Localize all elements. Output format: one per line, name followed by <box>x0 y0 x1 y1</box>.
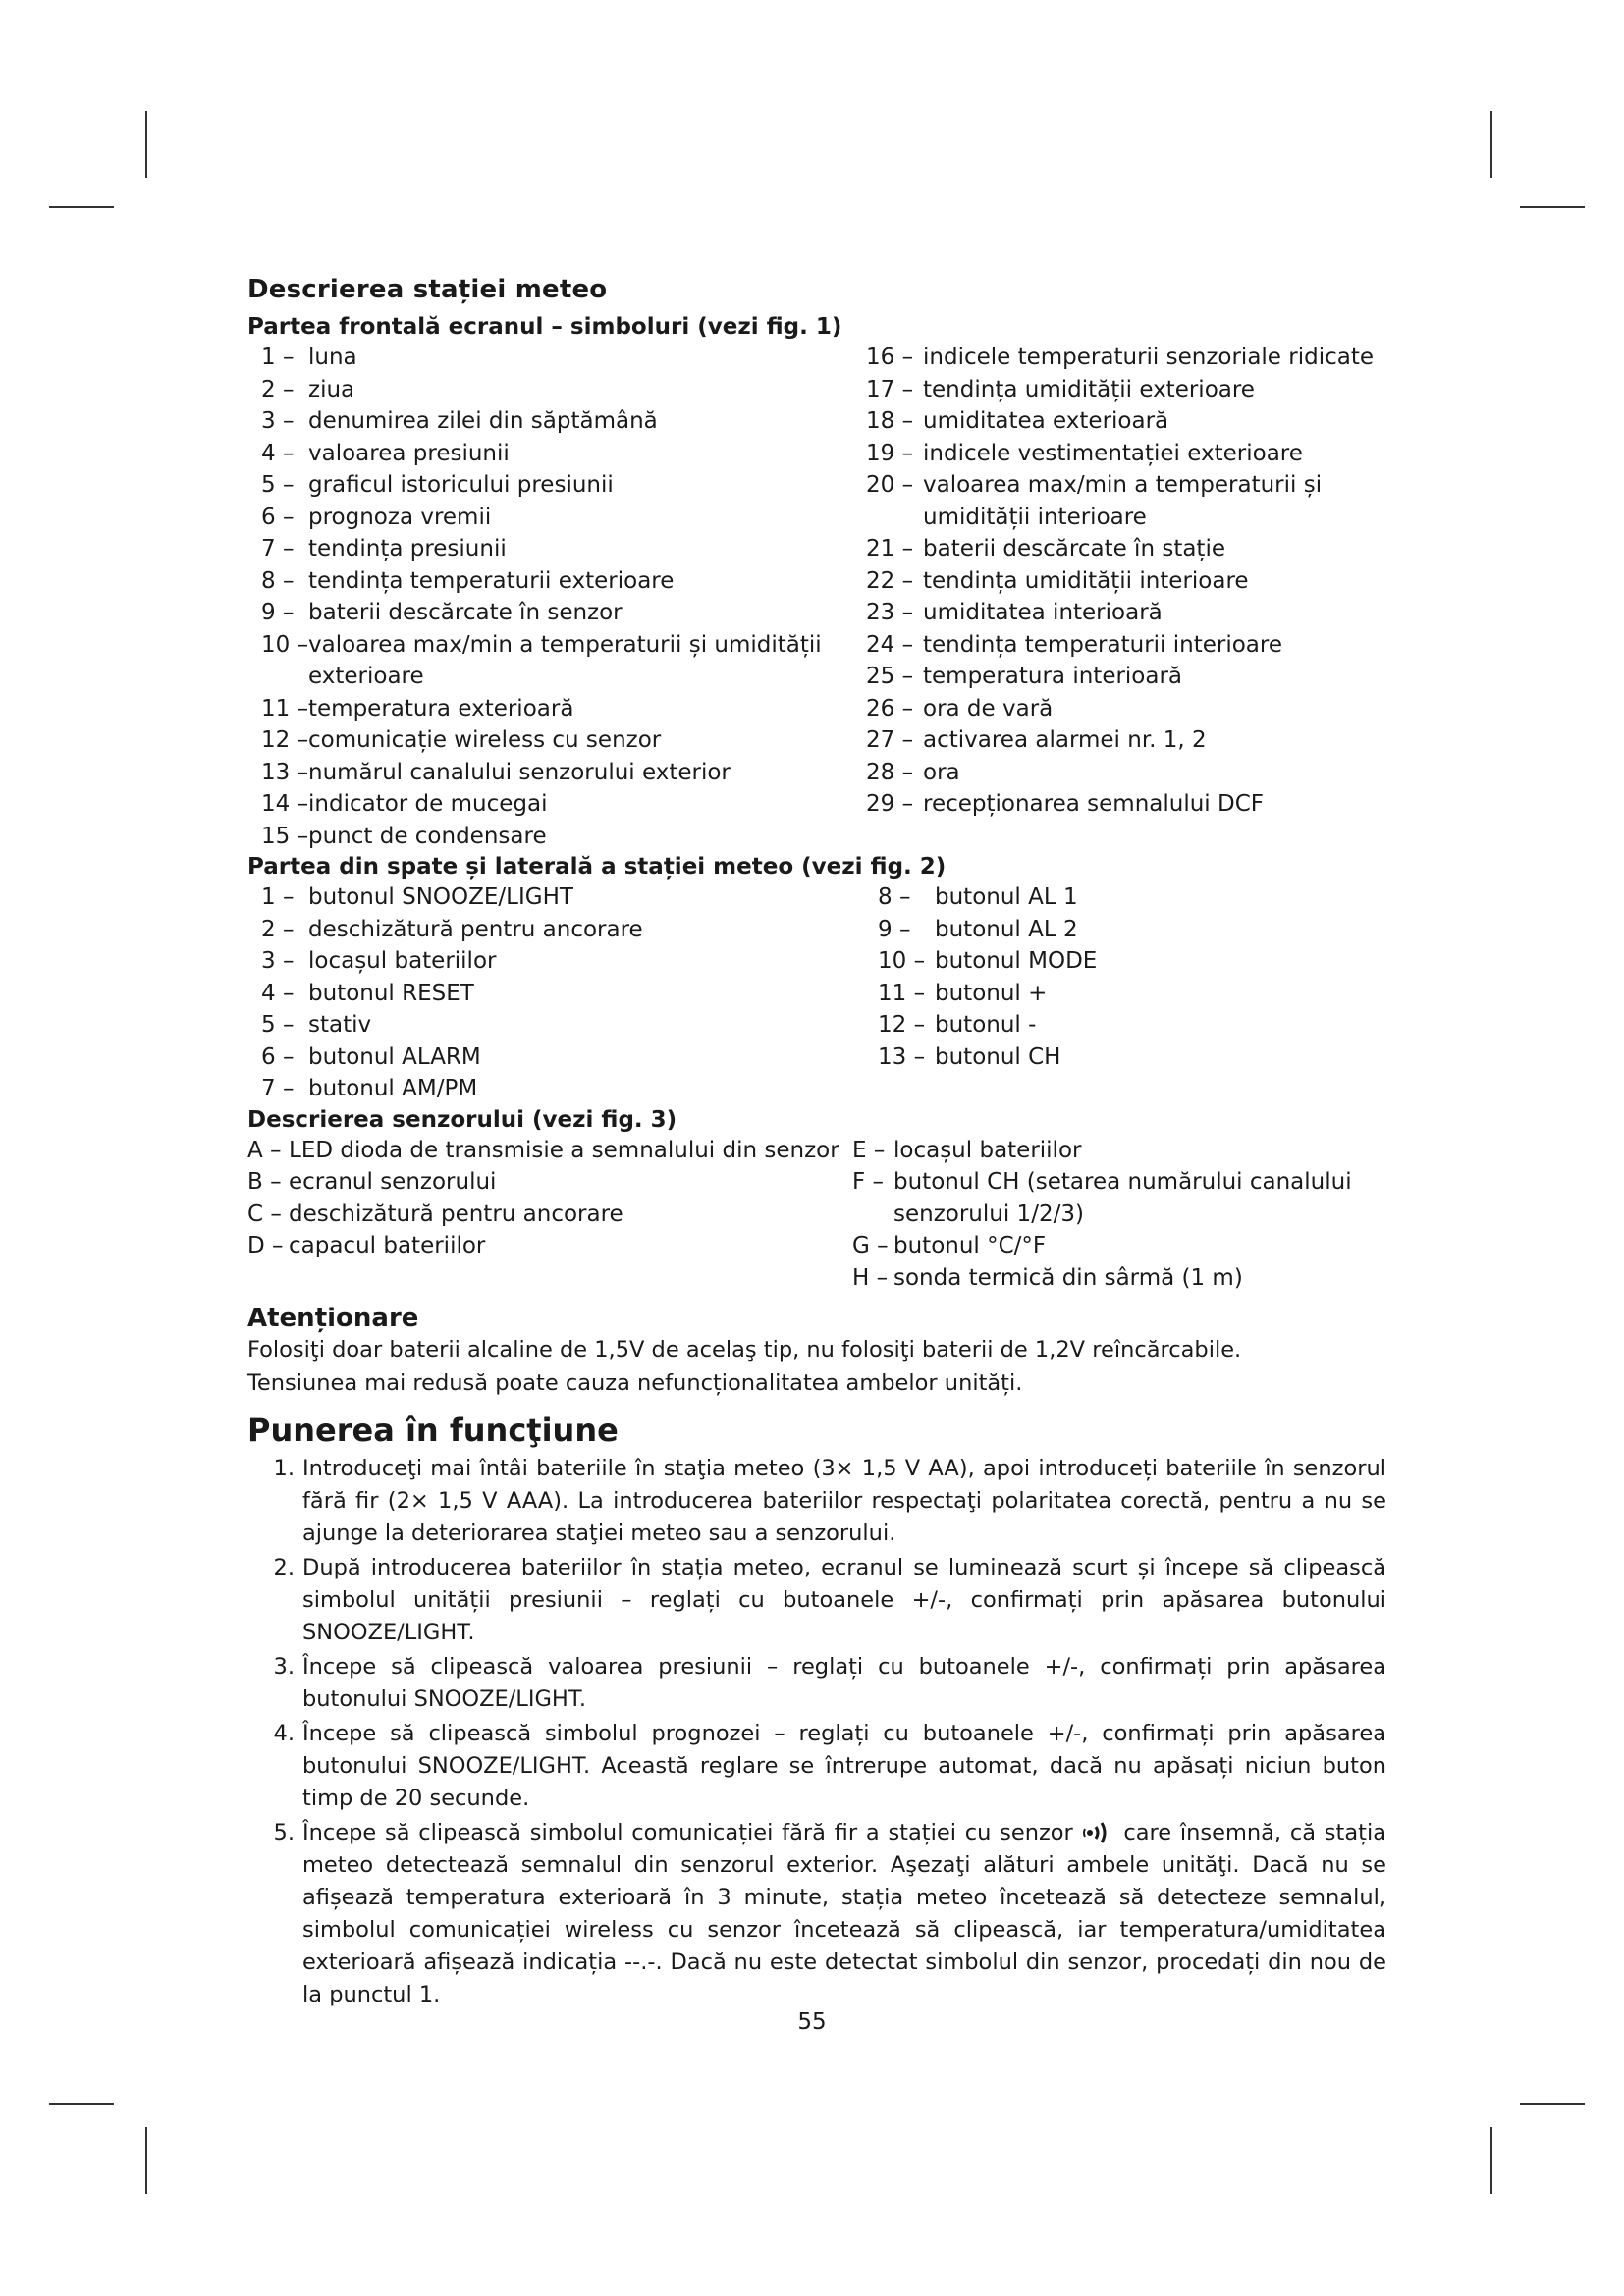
list-item-number: D – <box>247 1233 284 1258</box>
list-item-number: 6 – <box>261 1043 295 1070</box>
list-item-text: stativ <box>308 1012 372 1038</box>
list-item-text: punct de condensare <box>308 823 547 849</box>
list-item-number: 17 – <box>866 376 914 402</box>
list-item-number: E – <box>852 1137 886 1163</box>
attention-line-2: Tensiunea mai redusă poate cauza nefuncționalitatea ambelor unități. <box>247 1370 1023 1396</box>
step-5-text-after: care însemnă, că stația meteo detectează semnalul din senzorul exterior. Aşezaţi alături ambele unităţi. Dacă nu se afișează temperatura exterioară în 3 minute, stația meteo încetează să detecteze semnalul, simbolul comunicației wireless cu senzor încetează să clipească, iar temperatura/umiditatea exterioară afișează indicația --.-. Dacă nu este detectat simbolul din senzor, procedați din nou de la punctul 1. <box>302 1820 1386 2007</box>
list-item-number: 24 – <box>866 631 914 658</box>
list-item-number: B – <box>247 1169 282 1195</box>
list-item-text: deschizătură pentru ancorare <box>308 916 643 942</box>
list-item <box>852 1230 1390 1262</box>
list-item <box>866 661 1404 693</box>
list-item-number: 8 – <box>261 567 295 594</box>
list-item <box>878 914 1416 946</box>
crop-mark-bottom-right-vertical <box>1490 2127 1492 2194</box>
list-item <box>866 533 1404 565</box>
back-list-left <box>247 881 862 1105</box>
list-item <box>866 342 1404 374</box>
list-item <box>878 881 1416 914</box>
list-item <box>866 469 1404 533</box>
list-item-number: 5 – <box>261 1012 295 1038</box>
list-item-number: 21 – <box>866 536 914 561</box>
list-item-text: valoarea max/min a temperaturii și umidității exterioare <box>308 631 822 689</box>
step-number: 3. <box>273 1654 295 1680</box>
list-item-number: 9 – <box>878 916 911 942</box>
list-item-text: graficul istoricului presiunii <box>308 472 614 498</box>
list-item <box>878 945 1416 978</box>
list-item-number: 12 – <box>878 1012 926 1038</box>
list-item-number: 2 – <box>261 376 295 402</box>
list-item <box>866 724 1404 757</box>
list-item <box>261 693 862 725</box>
list-item-number: H – <box>852 1264 889 1291</box>
step-number: 1. <box>273 1456 295 1481</box>
list-item-text: denumirea zilei din săptămână <box>308 408 658 434</box>
list-item-text: recepționarea semnalului DCF <box>923 791 1264 817</box>
list-item <box>878 1009 1416 1041</box>
attention-line-1: Folosiţi doar baterii alcaline de 1,5V de acelaş tip, nu folosiţi baterii de 1,2V reîncărcabile. <box>247 1337 1242 1362</box>
sensor-list-left <box>247 1135 848 1295</box>
list-item-number: 20 – <box>866 472 914 498</box>
list-item-text: deschizătură pentru ancorare <box>289 1201 623 1227</box>
list-item-number: 22 – <box>866 567 914 594</box>
list-item-text: butonul + <box>935 980 1048 1006</box>
list-item-text: luna <box>308 345 357 370</box>
list-item <box>866 597 1404 629</box>
step-text: După introducerea bateriilor în stația meteo, ecranul se luminează scurt și începe să clipească simbolul unității presiunii – reglați cu butoanele +/-, confirmați prin apăsarea butonului SNOOZE/LIGHT. <box>302 1555 1386 1645</box>
list-item-number: 2 – <box>261 916 295 942</box>
crop-mark-bottom-right-horizontal <box>1520 2103 1585 2105</box>
list-item-number: 19 – <box>866 440 914 466</box>
back-list-right <box>862 881 1416 1105</box>
list-item-number: G – <box>852 1233 889 1258</box>
list-item <box>261 469 862 502</box>
list-item-text: butonul CH <box>935 1043 1061 1070</box>
list-item <box>247 1230 848 1262</box>
page-content <box>247 275 1386 2013</box>
list-item-number: 16 – <box>866 345 914 370</box>
list-item-number: 5 – <box>261 472 295 498</box>
list-item-number: 1 – <box>261 345 295 370</box>
list-item <box>866 693 1404 725</box>
list-item <box>878 1041 1416 1074</box>
list-item-number: 4 – <box>261 980 295 1006</box>
list-item-text: tendința umidității exterioare <box>923 376 1255 402</box>
list-item-text: butonul °C/°F <box>893 1233 1047 1258</box>
step-number: 4. <box>273 1721 295 1746</box>
step-5 <box>247 1817 1386 2011</box>
step-text: Începe să clipească valoarea presiunii – reglați cu butoanele +/-, confirmați prin apăsarea butonului SNOOZE/LIGHT. <box>302 1654 1386 1712</box>
step-4 <box>247 1718 1386 1815</box>
list-item-number: 29 – <box>866 791 914 817</box>
startup-title: Punerea în funcţiune <box>247 1412 619 1449</box>
list-item <box>261 374 862 406</box>
list-item-text: tendința presiunii <box>308 536 507 561</box>
list-item-text: butonul SNOOZE/LIGHT <box>308 884 573 910</box>
list-item-text: temperatura exterioară <box>308 695 574 721</box>
list-item-text: butonul CH (setarea numărului canalului senzorului 1/2/3) <box>893 1169 1352 1227</box>
list-item-text: numărul canalului senzorului exterior <box>308 759 731 785</box>
list-item <box>261 1073 862 1105</box>
list-item-number: 23 – <box>866 600 914 625</box>
list-item-text: ora de vară <box>923 695 1054 721</box>
back-button-list <box>247 881 1386 1105</box>
list-item-text: indicator de mucegai <box>308 791 548 817</box>
list-item <box>261 978 862 1010</box>
list-item-number: 7 – <box>261 1076 295 1101</box>
list-item-number: 13 – <box>261 759 309 785</box>
front-symbol-list <box>247 342 1386 852</box>
startup-steps <box>247 1453 1386 2011</box>
list-item-text: butonul AL 2 <box>935 916 1078 942</box>
step-text: Introduceţi mai întâi bateriile în staţia meteo (3× 1,5 V AA), apoi introduceți bateriile în senzorul fără fir (2× 1,5 V AAA). La introducerea bateriilor respectaţi polaritatea corectă, pentru a nu se ajunge la deteriorarea staţiei meteo sau a senzorului. <box>302 1456 1386 1546</box>
step-2 <box>247 1552 1386 1649</box>
list-item-text: baterii descărcate în stație <box>923 536 1225 561</box>
back-heading: Partea din spate și laterală a stației meteo (vezi fig. 2) <box>247 854 947 880</box>
list-item <box>261 342 862 374</box>
list-item <box>852 1262 1390 1295</box>
list-item-text: temperatura interioară <box>923 664 1183 689</box>
list-item <box>866 629 1404 662</box>
page-number: 55 <box>797 2009 827 2035</box>
list-item <box>852 1166 1390 1230</box>
list-item <box>866 757 1404 789</box>
sensor-list-right <box>848 1135 1390 1295</box>
list-item-text: tendința temperaturii interioare <box>923 631 1283 658</box>
list-item-text: butonul ALARM <box>308 1043 481 1070</box>
list-item-number: 8 – <box>878 884 911 910</box>
list-item <box>866 405 1404 438</box>
list-item-text: umiditatea interioară <box>923 600 1163 625</box>
step-3 <box>247 1651 1386 1716</box>
list-item <box>247 1166 848 1199</box>
list-item-text: ora <box>923 759 960 785</box>
list-item-number: 3 – <box>261 408 295 434</box>
crop-mark-top-left-vertical <box>145 111 147 178</box>
list-item <box>866 565 1404 598</box>
list-item <box>261 405 862 438</box>
step-1 <box>247 1453 1386 1550</box>
list-item <box>247 1199 848 1231</box>
list-item-number: 13 – <box>878 1043 926 1070</box>
list-item-number: 9 – <box>261 600 295 625</box>
list-item-number: 10 – <box>261 631 309 658</box>
list-item <box>261 757 862 789</box>
step-number: 5. <box>273 1820 295 1845</box>
list-item-number: 7 – <box>261 536 295 561</box>
section-title: Descrierea stației meteo <box>247 275 608 304</box>
step-5-text-before: Începe să clipească simbolul comunicației fără fir a stației cu senzor <box>302 1820 1073 1845</box>
list-item-text: butonul RESET <box>308 980 474 1006</box>
list-item <box>261 945 862 978</box>
list-item-number: 18 – <box>866 408 914 434</box>
list-item <box>261 881 862 914</box>
crop-mark-bottom-left-horizontal <box>49 2103 114 2105</box>
list-item-number: 27 – <box>866 727 914 753</box>
list-item-number: 14 – <box>261 791 309 817</box>
list-item <box>261 821 862 853</box>
list-item-text: butonul - <box>935 1012 1037 1038</box>
list-item <box>261 502 862 534</box>
list-item-number: 11 – <box>261 695 309 721</box>
attention-title: Atenționare <box>247 1304 419 1333</box>
step-text <box>300 1817 1386 2011</box>
list-item <box>247 1135 848 1167</box>
list-item-text: tendința temperaturii exterioare <box>308 567 675 594</box>
list-item-text: ecranul senzorului <box>289 1169 497 1195</box>
list-item-text: butonul AM/PM <box>308 1076 478 1101</box>
step-text: Începe să clipească simbolul prognozei – reglați cu butoanele +/-, confirmați prin apăsarea butonului SNOOZE/LIGHT. Această reglare se întrerupe automat, dacă nu apăsați niciun buton timp de 20 secunde. <box>302 1721 1386 1811</box>
list-item-number: F – <box>852 1169 885 1195</box>
list-item <box>261 1009 862 1041</box>
crop-mark-top-right-horizontal <box>1520 206 1585 208</box>
list-item <box>866 788 1404 821</box>
list-item <box>261 597 862 629</box>
front-list-right <box>862 342 1404 852</box>
list-item-text: butonul AL 1 <box>935 884 1078 910</box>
front-heading: Partea frontală ecranul – simboluri (vezi fig. 1) <box>247 314 842 340</box>
list-item <box>878 978 1416 1010</box>
list-item <box>866 374 1404 406</box>
list-item-number: 26 – <box>866 695 914 721</box>
list-item <box>261 914 862 946</box>
list-item-text: locașul bateriilor <box>308 948 497 974</box>
list-item-number: 3 – <box>261 948 295 974</box>
list-item <box>852 1135 1390 1167</box>
list-item-text: capacul bateriilor <box>289 1233 486 1258</box>
list-item-text: baterii descărcate în senzor <box>308 600 623 625</box>
list-item-text: ziua <box>308 376 355 402</box>
list-item-number: A – <box>247 1137 282 1163</box>
list-item <box>261 1041 862 1074</box>
list-item-text: locașul bateriilor <box>893 1137 1082 1163</box>
list-item-number: 4 – <box>261 440 295 466</box>
list-item-number: 15 – <box>261 823 309 849</box>
list-item-text: sonda termică din sârmă (1 m) <box>893 1264 1243 1291</box>
list-item <box>261 565 862 598</box>
crop-mark-top-right-vertical <box>1490 111 1492 178</box>
crop-mark-bottom-left-vertical <box>145 2127 147 2194</box>
list-item-number: 1 – <box>261 884 295 910</box>
list-item-number: 28 – <box>866 759 914 785</box>
list-item-number: 6 – <box>261 504 295 530</box>
list-item <box>866 438 1404 470</box>
wireless-signal-icon <box>1082 1817 1115 1849</box>
list-item-text: prognoza vremii <box>308 504 492 530</box>
list-item-text: indicele temperaturii senzoriale ridicate <box>923 345 1375 370</box>
list-item-text: comunicație wireless cu senzor <box>308 727 662 753</box>
list-item-text: butonul MODE <box>935 948 1098 974</box>
sensor-heading: Descrierea senzorului (vezi fig. 3) <box>247 1106 677 1133</box>
list-item-number: 25 – <box>866 664 914 689</box>
list-item <box>261 629 862 693</box>
list-item <box>261 724 862 757</box>
sensor-part-list <box>247 1135 1386 1295</box>
list-item-number: 12 – <box>261 727 309 753</box>
list-item-text: activarea alarmei nr. 1, 2 <box>923 727 1207 753</box>
list-item-text: tendința umidității interioare <box>923 567 1249 594</box>
list-item <box>261 533 862 565</box>
step-number: 2. <box>273 1555 295 1580</box>
list-item-text: valoarea max/min a temperaturii și umidității interioare <box>923 472 1323 530</box>
list-item-number: C – <box>247 1201 282 1227</box>
list-item-text: umiditatea exterioară <box>923 408 1169 434</box>
list-item-number: 10 – <box>878 948 926 974</box>
list-item-text: LED dioda de transmisie a semnalului din senzor <box>289 1137 839 1163</box>
list-item-text: indicele vestimentației exterioare <box>923 440 1303 466</box>
front-list-left <box>247 342 862 852</box>
crop-mark-top-left-horizontal <box>49 206 114 208</box>
list-item-number: 11 – <box>878 980 926 1006</box>
list-item <box>261 438 862 470</box>
list-item-text: valoarea presiunii <box>308 440 510 466</box>
list-item <box>261 788 862 821</box>
